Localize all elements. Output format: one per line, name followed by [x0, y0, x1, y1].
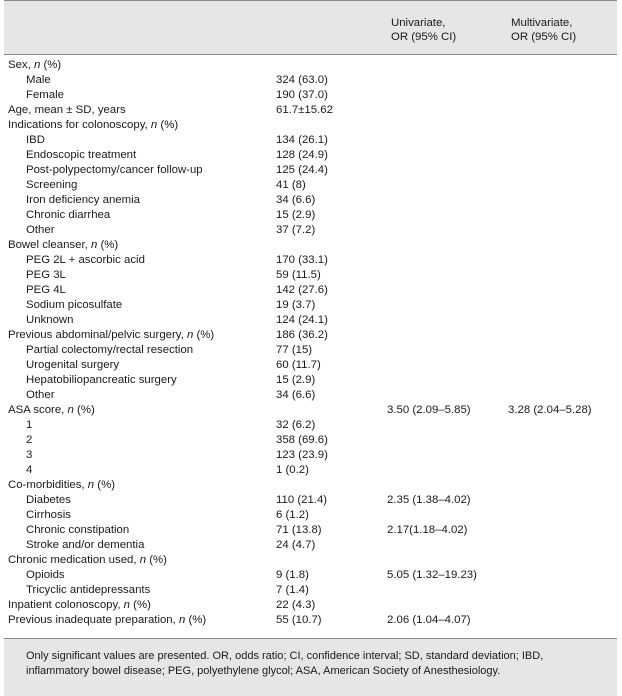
row-label	[4, 88, 276, 103]
table-footnote	[4, 639, 617, 696]
row-label	[4, 103, 276, 118]
row-univariate	[387, 583, 508, 598]
row-label-suffix: (%)	[146, 554, 167, 566]
row-value: 15 (2.9)	[276, 374, 316, 386]
row-label-italic: n	[139, 554, 147, 566]
table-row	[4, 388, 617, 403]
univariate-header-line1: Univariate,	[391, 17, 446, 29]
row-label	[4, 133, 276, 148]
table-row	[4, 493, 617, 508]
table-row	[4, 448, 617, 463]
row-label	[4, 478, 276, 493]
row-label-text: PEG 3L	[26, 269, 66, 281]
table-row	[4, 88, 617, 103]
row-multivariate	[508, 373, 617, 388]
row-label-text: Sodium picosulfate	[26, 299, 123, 311]
row-univariate	[387, 133, 508, 148]
row-label	[4, 418, 276, 433]
row-value	[276, 553, 387, 568]
row-multivariate	[508, 598, 617, 613]
row-univariate	[387, 193, 508, 208]
row-label-suffix: (%)	[185, 614, 207, 626]
row-multivariate	[508, 478, 617, 493]
row-value: 41 (8)	[276, 179, 306, 191]
row-value: 134 (26.1)	[276, 134, 328, 146]
row-label	[4, 313, 276, 328]
table-row	[4, 193, 617, 208]
row-univariate: 2.06 (1.04–4.07)	[387, 614, 471, 626]
row-univariate	[387, 418, 508, 433]
row-label-text: Post-polypectomy/cancer follow-up	[26, 164, 203, 176]
row-label	[4, 253, 276, 268]
table-row	[4, 103, 617, 118]
row-value: 128 (24.9)	[276, 149, 328, 161]
table-row	[4, 298, 617, 313]
row-univariate	[387, 163, 508, 178]
row-univariate	[387, 553, 508, 568]
row-label	[4, 163, 276, 178]
row-label-text: Co-morbidities,	[8, 479, 88, 491]
row-multivariate	[508, 148, 617, 163]
row-label-text: 4	[26, 464, 33, 476]
row-label-text: Hepatobiliopancreatic surgery	[26, 374, 177, 386]
row-label	[4, 598, 276, 613]
table-row	[4, 433, 617, 448]
row-value: 24 (4.7)	[276, 539, 316, 551]
data-table	[4, 58, 617, 628]
row-multivariate	[508, 613, 617, 628]
row-label	[4, 538, 276, 553]
row-univariate	[387, 238, 508, 253]
row-multivariate	[508, 193, 617, 208]
row-label-text: PEG 4L	[26, 284, 66, 296]
row-label-text: Screening	[26, 179, 78, 191]
row-label	[4, 148, 276, 163]
row-label	[4, 193, 276, 208]
row-label-text: Bowel cleanser,	[8, 239, 91, 251]
row-label	[4, 583, 276, 598]
row-value: 142 (27.6)	[276, 284, 328, 296]
row-multivariate	[508, 493, 617, 508]
multivariate-header-line2: OR (95% CI)	[511, 31, 577, 43]
row-value	[276, 238, 387, 253]
row-univariate	[387, 88, 508, 103]
row-value: 55 (10.7)	[276, 614, 322, 626]
row-multivariate	[508, 388, 617, 403]
row-label-text: Sex,	[8, 59, 34, 71]
row-label-text: Opioids	[26, 569, 65, 581]
row-value: 22 (4.3)	[276, 599, 316, 611]
row-multivariate	[508, 343, 617, 358]
row-value: 190 (37.0)	[276, 89, 328, 101]
row-univariate	[387, 73, 508, 88]
row-multivariate	[508, 358, 617, 373]
row-multivariate	[508, 568, 617, 583]
table-row	[4, 343, 617, 358]
row-label	[4, 448, 276, 463]
row-label-text: Previous inadequate preparation,	[8, 614, 179, 626]
row-value: 1 (0.2)	[276, 464, 309, 476]
table-row	[4, 133, 617, 148]
row-univariate	[387, 478, 508, 493]
row-label-text: Inpatient colonoscopy,	[8, 599, 124, 611]
table-body	[4, 58, 617, 628]
row-label	[4, 373, 276, 388]
table-row	[4, 403, 617, 418]
row-label-text: Age, mean ± SD, years	[8, 104, 126, 116]
table-row	[4, 148, 617, 163]
row-value: 7 (1.4)	[276, 584, 309, 596]
row-label	[4, 433, 276, 448]
row-multivariate	[508, 118, 617, 133]
multivariate-header-line1: Multivariate,	[511, 17, 573, 29]
row-label-italic: n	[33, 59, 41, 71]
row-label-text: Chronic constipation	[26, 524, 130, 536]
row-label	[4, 463, 276, 478]
row-value: 6 (1.2)	[276, 509, 309, 521]
table-row	[4, 313, 617, 328]
table-row	[4, 253, 617, 268]
row-label-text: Female	[26, 89, 64, 101]
row-value	[276, 118, 387, 133]
row-label-italic: n	[178, 614, 186, 626]
row-univariate: 2.35 (1.38–4.02)	[387, 494, 471, 506]
table-row	[4, 238, 617, 253]
row-multivariate	[508, 313, 617, 328]
row-multivariate	[508, 448, 617, 463]
row-label-text: Diabetes	[26, 494, 71, 506]
row-label	[4, 208, 276, 223]
row-label-italic: n	[186, 329, 194, 341]
row-label	[4, 523, 276, 538]
table-row	[4, 583, 617, 598]
row-value: 34 (6.6)	[276, 389, 316, 401]
row-multivariate: 3.28 (2.04–5.28)	[508, 404, 592, 416]
row-univariate	[387, 538, 508, 553]
row-label-suffix: (%)	[157, 119, 179, 131]
row-univariate	[387, 433, 508, 448]
row-value: 71 (13.8)	[276, 524, 322, 536]
row-label	[4, 73, 276, 88]
row-label-text: 3	[26, 449, 33, 461]
row-multivariate	[508, 463, 617, 478]
row-multivariate	[508, 298, 617, 313]
row-label-italic: n	[150, 119, 158, 131]
row-value: 124 (24.1)	[276, 314, 328, 326]
table-row	[4, 613, 617, 628]
row-value	[276, 403, 387, 418]
row-label-text: Stroke and/or dementia	[26, 539, 145, 551]
row-label-text: ASA score,	[8, 404, 68, 416]
row-label-text: PEG 2L + ascorbic acid	[26, 254, 145, 266]
table-row	[4, 568, 617, 583]
table-header	[4, 0, 617, 55]
row-univariate	[387, 373, 508, 388]
row-value: 77 (15)	[276, 344, 313, 356]
row-label-text: Indications for colonoscopy,	[8, 119, 151, 131]
row-multivariate	[508, 88, 617, 103]
row-univariate	[387, 253, 508, 268]
row-label-text: Previous abdominal/pelvic surgery,	[8, 329, 187, 341]
row-multivariate	[508, 538, 617, 553]
row-label-text: Urogenital surgery	[26, 359, 120, 371]
row-multivariate	[508, 163, 617, 178]
multivariate-header	[511, 16, 576, 44]
table-row	[4, 418, 617, 433]
row-multivariate	[508, 553, 617, 568]
row-label-text: Unknown	[26, 314, 74, 326]
row-univariate	[387, 223, 508, 238]
table-row	[4, 478, 617, 493]
footnote-text: Only significant values are presented. OR, odds ratio; CI, confidence interval; SD, standard deviation; IBD, inflammatory bowel disease; PEG, polyethylene glycol; ASA, American Society of Anesthesiology.	[26, 650, 544, 677]
row-univariate	[387, 448, 508, 463]
table-row	[4, 538, 617, 553]
row-label-text: Endoscopic treatment	[26, 149, 137, 161]
row-label	[4, 118, 276, 133]
row-label-suffix: (%)	[130, 599, 151, 611]
row-label-text: Tricyclic antidepressants	[26, 584, 151, 596]
row-multivariate	[508, 583, 617, 598]
table-row	[4, 523, 617, 538]
table-row	[4, 58, 617, 73]
row-label	[4, 508, 276, 523]
row-value: 324 (63.0)	[276, 74, 328, 86]
row-label-suffix: (%)	[94, 479, 115, 491]
table-row	[4, 118, 617, 133]
row-value: 125 (24.4)	[276, 164, 328, 176]
row-label-text: Iron deficiency anemia	[26, 194, 140, 206]
row-label	[4, 298, 276, 313]
row-multivariate	[508, 238, 617, 253]
row-label-text: Other	[26, 389, 55, 401]
row-label-italic: n	[123, 599, 131, 611]
row-univariate	[387, 268, 508, 283]
row-label-suffix: (%)	[73, 404, 95, 416]
row-value: 37 (7.2)	[276, 224, 316, 236]
row-univariate	[387, 358, 508, 373]
table-row	[4, 283, 617, 298]
row-label	[4, 613, 276, 628]
table-row	[4, 358, 617, 373]
row-multivariate	[508, 433, 617, 448]
row-label-suffix: (%)	[97, 239, 119, 251]
row-label	[4, 403, 276, 418]
row-univariate: 3.50 (2.09–5.85)	[387, 404, 471, 416]
row-label-text: Chronic diarrhea	[26, 209, 111, 221]
row-univariate	[387, 118, 508, 133]
row-label	[4, 358, 276, 373]
row-value: 110 (21.4)	[276, 494, 328, 506]
row-label	[4, 388, 276, 403]
table-row	[4, 553, 617, 568]
row-univariate	[387, 208, 508, 223]
row-value: 61.7±15.62	[276, 104, 333, 116]
row-label-italic: n	[87, 479, 95, 491]
row-value	[276, 58, 387, 73]
row-label	[4, 223, 276, 238]
univariate-header-line2: OR (95% CI)	[391, 31, 457, 43]
row-label	[4, 58, 276, 73]
row-multivariate	[508, 328, 617, 343]
row-label-text: 2	[26, 434, 33, 446]
row-multivariate	[508, 268, 617, 283]
row-label	[4, 268, 276, 283]
table-row	[4, 268, 617, 283]
table-row	[4, 73, 617, 88]
row-label-text: IBD	[26, 134, 45, 146]
row-label-text: 1	[26, 419, 33, 431]
table-row	[4, 598, 617, 613]
row-univariate: 2.17(1.18–4.02)	[387, 524, 468, 536]
row-label	[4, 283, 276, 298]
row-univariate	[387, 388, 508, 403]
row-univariate	[387, 148, 508, 163]
row-label-italic: n	[67, 404, 74, 416]
row-univariate	[387, 508, 508, 523]
row-value: 59 (11.5)	[276, 269, 321, 281]
row-label	[4, 553, 276, 568]
row-value	[276, 478, 387, 493]
row-univariate	[387, 463, 508, 478]
table-row	[4, 163, 617, 178]
row-value: 170 (33.1)	[276, 254, 328, 266]
row-label-text: Other	[26, 224, 55, 236]
row-multivariate	[508, 73, 617, 88]
row-multivariate	[508, 418, 617, 433]
row-univariate	[387, 58, 508, 73]
table-row	[4, 508, 617, 523]
row-multivariate	[508, 208, 617, 223]
header-divider	[4, 54, 617, 55]
table-row	[4, 373, 617, 388]
table-row	[4, 208, 617, 223]
row-multivariate	[508, 58, 617, 73]
table-row	[4, 463, 617, 478]
row-label	[4, 238, 276, 253]
row-multivariate	[508, 523, 617, 538]
table-row	[4, 328, 617, 343]
row-univariate	[387, 598, 508, 613]
row-multivariate	[508, 508, 617, 523]
row-label	[4, 343, 276, 358]
row-label-text: Cirrhosis	[26, 509, 71, 521]
row-label-text: Chronic medication used,	[8, 554, 140, 566]
row-multivariate	[508, 133, 617, 148]
univariate-header	[391, 16, 456, 44]
row-multivariate	[508, 103, 617, 118]
row-value: 60 (11.7)	[276, 359, 321, 371]
row-multivariate	[508, 283, 617, 298]
row-univariate	[387, 343, 508, 358]
row-univariate	[387, 178, 508, 193]
row-univariate	[387, 313, 508, 328]
table-row	[4, 223, 617, 238]
row-value: 32 (6.2)	[276, 419, 316, 431]
row-label-italic: n	[90, 239, 98, 251]
row-value: 123 (23.9)	[276, 449, 328, 461]
row-label-text: Male	[26, 74, 51, 86]
row-label	[4, 328, 276, 343]
row-label-text: Partial colectomy/rectal resection	[26, 344, 194, 356]
row-multivariate	[508, 223, 617, 238]
row-value: 358 (69.6)	[276, 434, 328, 446]
row-value: 15 (2.9)	[276, 209, 316, 221]
row-univariate	[387, 283, 508, 298]
row-label-suffix: (%)	[40, 59, 62, 71]
row-label	[4, 178, 276, 193]
row-value: 9 (1.8)	[276, 569, 309, 581]
row-univariate	[387, 103, 508, 118]
row-value: 186 (36.2)	[276, 329, 328, 341]
row-value: 34 (6.6)	[276, 194, 316, 206]
row-univariate	[387, 328, 508, 343]
table-row	[4, 178, 617, 193]
row-label-suffix: (%)	[193, 329, 215, 341]
row-label	[4, 493, 276, 508]
row-univariate	[387, 298, 508, 313]
row-label	[4, 568, 276, 583]
row-value: 19 (3.7)	[276, 299, 316, 311]
row-multivariate	[508, 253, 617, 268]
row-univariate: 5.05 (1.32–19.23)	[387, 569, 477, 581]
row-multivariate	[508, 178, 617, 193]
